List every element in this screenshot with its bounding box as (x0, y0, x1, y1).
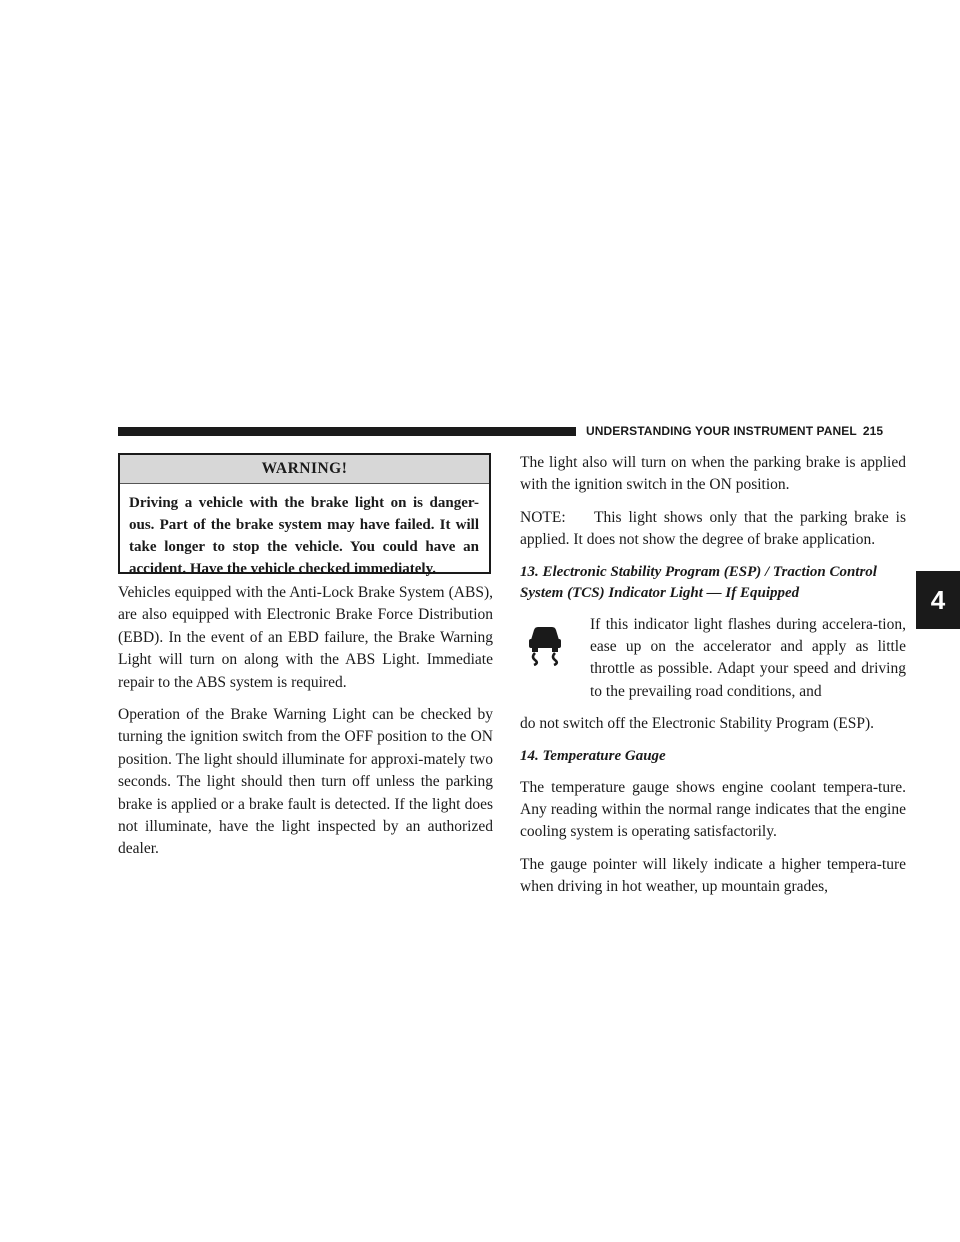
parking-brake-paragraph: The light also will turn on when the parking brake is applied with the ignition switch in the ON position. (520, 454, 906, 494)
ebd-paragraph: Vehicles equipped with the Anti-Lock Brake System (ABS), are also equipped with Electronic Brake Force Distribution (EBD). In the event of an EBD failure, the Brake Warning Light will turn on along with the ABS Light. Immediate repair to the ABS system is required. (118, 584, 493, 691)
note-paragraph (520, 507, 906, 552)
note-label: NOTE: (520, 508, 566, 526)
esp-indicator-block (520, 614, 906, 714)
left-column (118, 582, 493, 871)
running-header (586, 423, 906, 439)
section-title: UNDERSTANDING YOUR INSTRUMENT PANEL (586, 424, 857, 438)
warning-body: Driving a vehicle with the brake light on is danger-ous. Part of the brake system may have failed. It will take longer to stop the vehicle. You could have an accident. Have the vehicle checked immediately. (129, 495, 479, 577)
temperature-paragraph-1: The temperature gauge shows engine coolant tempera-ture. Any reading within the normal range indicates that the engine cooling system is operating satisfactorily. (520, 778, 906, 841)
header-rule (118, 427, 576, 436)
brake-check-paragraph: Operation of the Brake Warning Light can be checked by turning the ignition switch from the OFF position to the ON position. The light should illuminate for approxi-mately two seconds. The light should then turn off unless the parking brake is applied or a brake fault is detected. If the light does not illuminate, have the light inspected by an authorized dealer. (118, 706, 493, 858)
right-column (520, 452, 906, 909)
note-text: This light shows only that the parking brake is applied. It does not show the degree of brake application. (520, 508, 906, 549)
esp-indicator-text: If this indicator light flashes during accelera-tion, ease up on the accelerator and apply as little throttle as possible. Adapt your speed and driving to the prevailing road conditions, and (590, 615, 906, 700)
warning-box (118, 453, 491, 577)
temperature-paragraph-2: The gauge pointer will likely indicate a higher tempera-ture when driving in hot weather, up mountain grades, (520, 855, 906, 896)
section-14-heading: 14. Temperature Gauge (520, 747, 666, 764)
esp-continued-text: do not switch off the Electronic Stability Program (ESP). (520, 715, 875, 733)
section-13-heading: 13. Electronic Stability Program (ESP) / Traction Control System (TCS) Indicator Light — If Equipped (520, 563, 877, 601)
chapter-tab: 4 (916, 571, 960, 629)
esp-skid-car-icon (520, 614, 590, 714)
page-number: 215 (862, 424, 884, 438)
warning-title: WARNING! (120, 455, 489, 484)
